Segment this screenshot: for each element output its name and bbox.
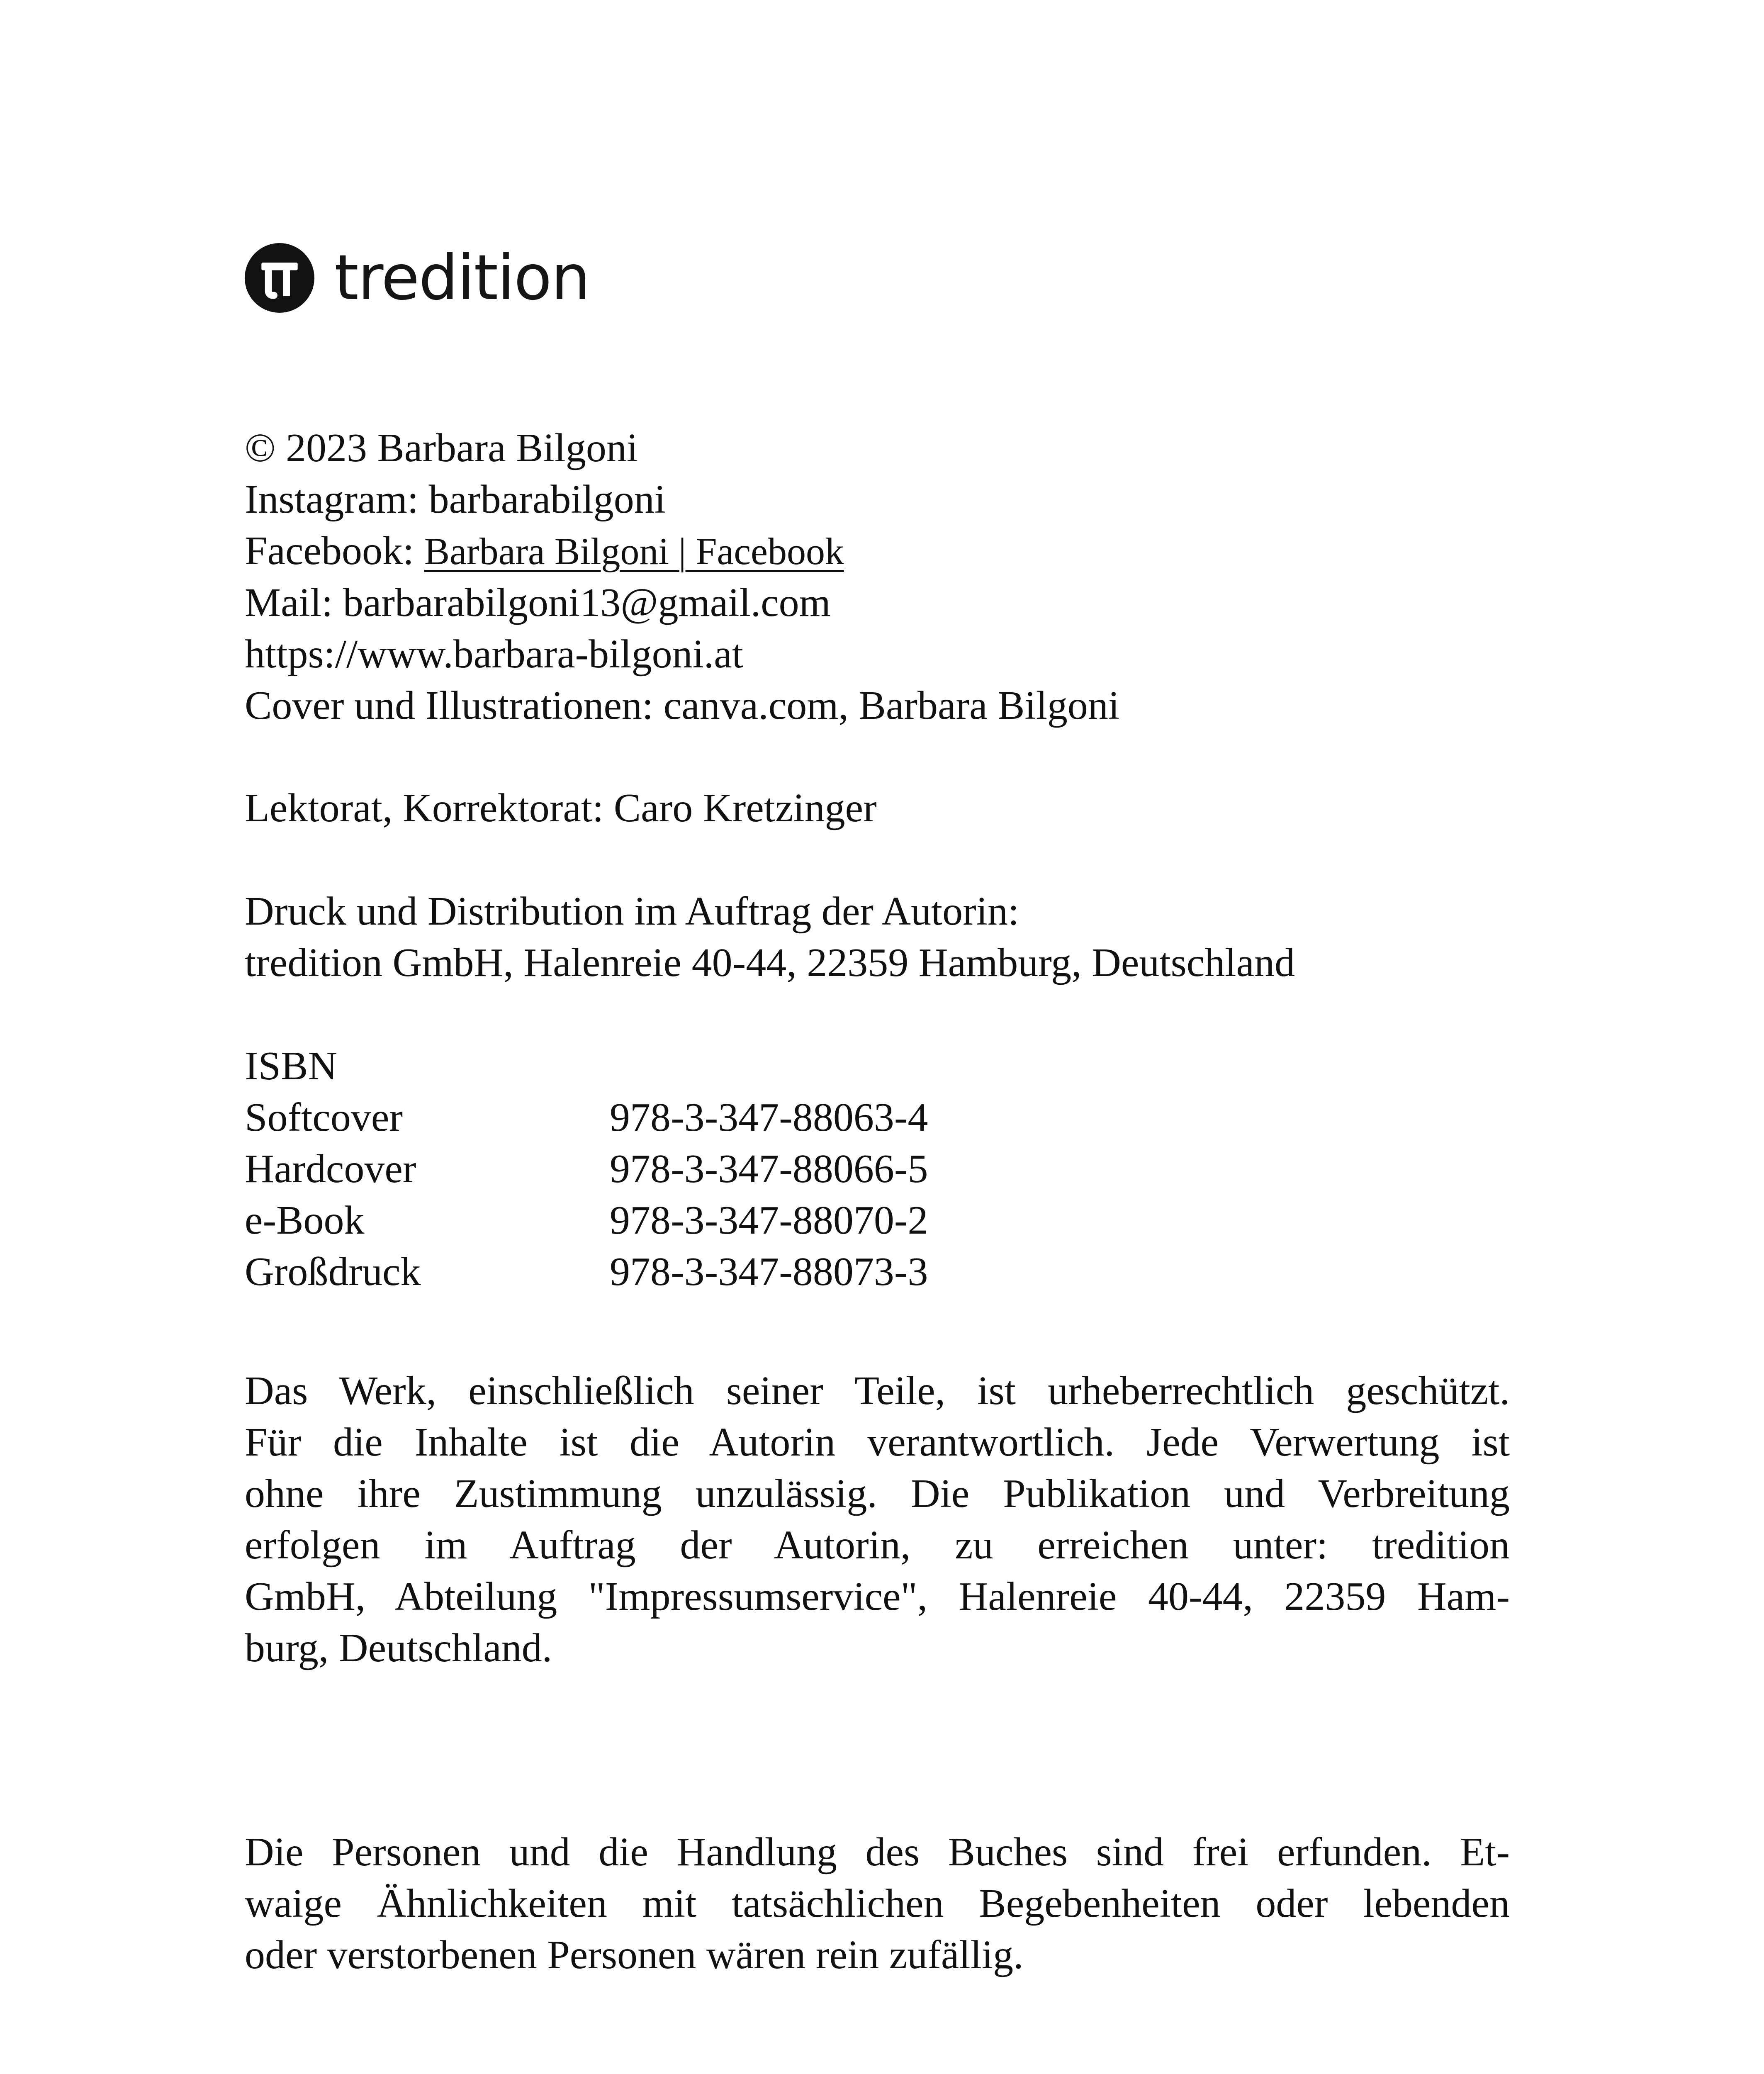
editing-credit xyxy=(245,782,1510,834)
isbn-row xyxy=(245,1092,1510,1143)
facebook-link[interactable]: Barbara Bilgoni | Facebook xyxy=(424,530,844,572)
notice-line: Das Werk, einschließlich seiner Teile, ist urheberrechtlich geschützt. xyxy=(245,1368,1510,1413)
logo-wordmark: tredition xyxy=(334,242,590,314)
isbn-value: 978-3-347-88063-4 xyxy=(610,1095,928,1140)
copyright-line: © 2023 Barbara Bilgoni xyxy=(245,426,638,470)
isbn-row xyxy=(245,1195,1510,1246)
disclaimer-line: Die Personen und die Handlung des Buches sind frei erfunden. Et- xyxy=(245,1830,1510,1874)
isbn-row xyxy=(245,1246,1510,1297)
facebook-line xyxy=(245,525,1510,577)
cover-credit-line: Cover und Illustrationen: canva.com, Barbara Bilgoni xyxy=(245,683,1120,728)
author-credits xyxy=(245,422,1510,731)
editing-line: Lektorat, Korrektorat: Caro Kretzinger xyxy=(245,786,877,830)
isbn-label: Hardcover xyxy=(245,1147,416,1191)
notice-line: erfolgen im Auftrag der Autorin, zu erreichen unter: tredition xyxy=(245,1523,1510,1568)
website-line: https://www.barbara-bilgoni.at xyxy=(245,632,744,677)
copyright-notice xyxy=(245,1365,1510,1674)
mail-line: Mail: barbarabilgoni13@gmail.com xyxy=(245,580,831,625)
publisher-logo xyxy=(245,239,590,317)
print-line-2: tredition GmbH, Halenreie 40-44, 22359 Hamburg, Deutschland xyxy=(245,940,1295,985)
disclaimer-line: waige Ähnlichkeiten mit tatsächlichen Begebenheiten oder lebenden xyxy=(245,1881,1510,1926)
isbn-block xyxy=(245,1040,1510,1297)
isbn-value: 978-3-347-88066-5 xyxy=(610,1147,928,1191)
notice-line: GmbH, Abteilung "Impressumservice", Halenreie 40-44, 22359 Ham- xyxy=(245,1574,1510,1619)
isbn-value: 978-3-347-88073-3 xyxy=(610,1249,928,1294)
print-distribution xyxy=(245,886,1510,988)
isbn-row xyxy=(245,1143,1510,1195)
tredition-logo-icon xyxy=(245,243,314,313)
isbn-label: Großdruck xyxy=(245,1249,421,1294)
disclaimer-line-last: oder verstorbenen Personen wären rein zufällig. xyxy=(245,1933,1024,1977)
notice-line: Für die Inhalte ist die Autorin verantwortlich. Jede Verwertung ist xyxy=(245,1420,1510,1465)
print-line-1: Druck und Distribution im Auftrag der Autorin: xyxy=(245,889,1019,934)
facebook-prefix: Facebook: xyxy=(245,528,424,573)
fiction-disclaimer xyxy=(245,1826,1510,1981)
instagram-line: Instagram: barbarabilgoni xyxy=(245,477,666,522)
notice-line: ohne ihre Zustimmung unzulässig. Die Publikation und Verbreitung xyxy=(245,1471,1510,1516)
isbn-label: e-Book xyxy=(245,1198,365,1243)
isbn-value: 978-3-347-88070-2 xyxy=(610,1198,928,1243)
isbn-label: Softcover xyxy=(245,1095,403,1140)
isbn-heading: ISBN xyxy=(245,1044,338,1088)
notice-line-last: burg, Deutschland. xyxy=(245,1626,552,1670)
